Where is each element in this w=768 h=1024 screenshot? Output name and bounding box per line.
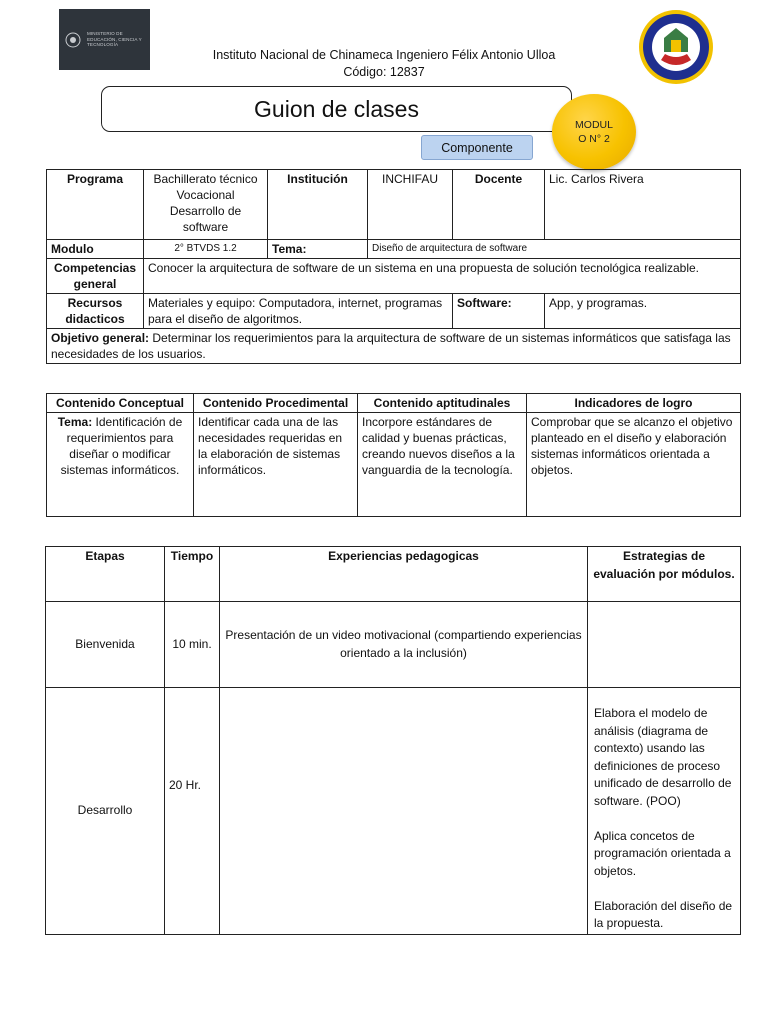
table-row — [47, 170, 741, 240]
table-row — [47, 259, 741, 294]
objetivo-value: Determinar los requerimientos para la arquitectura de software de un sistemas informáticos que satisfaga las necesidades de los usuarios. — [51, 331, 731, 361]
header-tiempo: Tiempo — [165, 547, 220, 602]
info-table — [46, 169, 741, 364]
competencias-value: Conocer la arquitectura de software de un sistema en una propuesta de solución tecnológica realizable. — [144, 259, 741, 294]
institucion-label: Institución — [268, 170, 368, 240]
school-seal-icon — [637, 8, 715, 86]
programa-label: Programa — [47, 170, 144, 240]
recursos-value: Materiales y equipo: Computadora, internet, programas para el diseño de algoritmos. — [144, 294, 453, 329]
institution-code: Código: 12837 — [343, 65, 425, 79]
table-row — [47, 294, 741, 329]
software-value: App, y programas. — [545, 294, 741, 329]
tiempo-bienvenida: 10 min. — [165, 602, 220, 688]
ministry-logo-text: MINISTERIO DE EDUCACIÓN, CIENCIA Y TECNOLOGÍA — [87, 31, 142, 48]
table-row — [47, 240, 741, 259]
programa-value: Bachillerato técnico Vocacional Desarrollo de software — [144, 170, 268, 240]
objetivo-cell — [47, 329, 741, 364]
tema-value: Diseño de arquitectura de software — [368, 240, 741, 259]
table-row — [47, 413, 741, 517]
table-row — [47, 329, 741, 364]
ministry-seal-icon — [65, 32, 81, 48]
etapa-desarrollo: Desarrollo — [46, 688, 165, 935]
software-label: Software: — [453, 294, 545, 329]
docente-value: Lic. Carlos Rivera — [545, 170, 741, 240]
conceptual-cell — [47, 413, 194, 517]
objetivo-label: Objetivo general: — [51, 331, 150, 345]
estrategias-bienvenida — [588, 602, 741, 688]
tiempo-desarrollo-text: 20 Hr. — [169, 777, 202, 792]
estrategia-item: Elaboración del diseño de la propuesta. — [594, 898, 733, 930]
content-table — [46, 393, 741, 517]
ministry-logo — [59, 9, 150, 70]
procedimental-cell: Identificar cada una de las necesidades requeridas en la elaboración de sistemas informáticos. — [194, 413, 358, 517]
conceptual-tema-label: Tema: — [57, 415, 93, 429]
estrategia-item: Elabora el modelo de análisis (diagrama de contexto) usando las definiciones de proceso unificado de desarrollo de software. (POO) — [594, 706, 732, 808]
table-row — [46, 602, 741, 688]
tiempo-desarrollo — [165, 688, 220, 935]
docente-label: Docente — [453, 170, 545, 240]
modulo-label: Modulo — [47, 240, 144, 259]
estrategias-desarrollo — [588, 688, 741, 935]
etapa-bienvenida: Bienvenida — [46, 602, 165, 688]
modulo-value: 2° BTVDS 1.2 — [144, 240, 268, 259]
institution-name: Instituto Nacional de Chinameca Ingeniero Félix Antonio Ulloa — [212, 48, 556, 62]
header-conceptual: Contenido Conceptual — [47, 394, 194, 413]
institucion-value: INCHIFAU — [368, 170, 453, 240]
header-estrategias: Estrategias de evaluación por módulos. — [588, 547, 741, 602]
tema-label: Tema: — [268, 240, 368, 259]
recursos-label: Recursos didacticos — [47, 294, 144, 329]
header-etapas: Etapas — [46, 547, 165, 602]
experiencia-bienvenida: Presentación de un video motivacional (compartiendo experiencias orientado a la inclusión) — [220, 602, 588, 688]
table-row — [47, 394, 741, 413]
conceptual-text: Identificación de requerimientos para diseñar o modificar sistemas informáticos. — [60, 415, 183, 477]
header-procedimental: Contenido Procedimental — [194, 394, 358, 413]
header-indicadores: Indicadores de logro — [527, 394, 741, 413]
header-aptitudinal: Contenido aptitudinales — [358, 394, 527, 413]
estrategia-item: Aplica concetos de programación orientada a objetos. — [594, 828, 731, 878]
indicadores-cell: Comprobar que se alcanzo el objetivo planteado en el diseño y elaboración sistemas informáticos orientada a objetos. — [527, 413, 741, 517]
aptitudinal-cell: Incorpore estándares de calidad y buenas prácticas, creando nuevos diseños a la vanguardia de la tecnología. — [358, 413, 527, 517]
page-title: Guion de clases — [101, 86, 572, 132]
experiencia-desarrollo — [220, 688, 588, 935]
competencias-label: Competencias general — [47, 259, 144, 294]
module-badge: MODUL O N° 2 — [552, 94, 636, 170]
table-row — [46, 547, 741, 602]
table-row — [46, 688, 741, 935]
header-experiencias: Experiencias pedagogicas — [220, 547, 588, 602]
component-button[interactable]: Componente — [421, 135, 533, 160]
stages-table — [45, 546, 741, 935]
